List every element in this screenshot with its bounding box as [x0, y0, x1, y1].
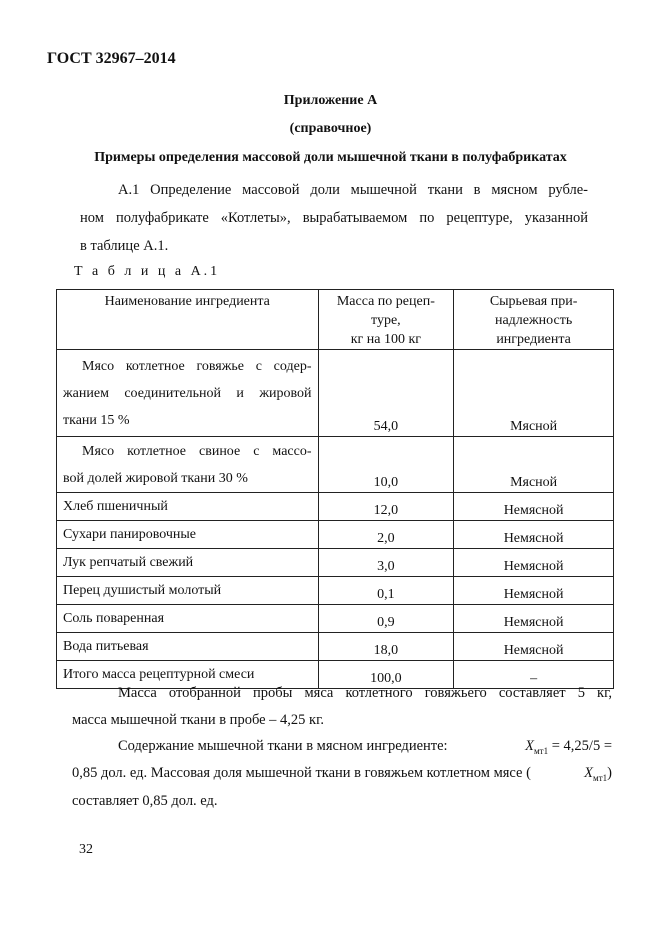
ingredient-name: Лук репчатый свежий: [57, 549, 319, 577]
ingredient-class: Немясной: [454, 549, 614, 577]
appendix-type: (справочное): [289, 121, 372, 136]
intro-line-2: ном полуфабрикате «Котлеты», вырабатываемом по рецептуре, указанной: [80, 210, 588, 226]
ingredient-class: Немясной: [454, 521, 614, 549]
ingredient-mass: 18,0: [318, 633, 454, 661]
table-row: [57, 549, 614, 577]
ingredient-mass: 0,9: [318, 605, 454, 633]
ingredient-class: –: [454, 661, 614, 689]
ingredient-name: Перец душистый молотый: [57, 577, 319, 605]
para3-line-3: составляет 0,85 дол. ед.: [72, 793, 218, 809]
ingredient-mass: 54,0: [318, 350, 454, 437]
ingredient-name: Итого масса рецептурной смеси: [57, 661, 319, 689]
ingredient-mass: 12,0: [318, 493, 454, 521]
intro-line-3: в таблице А.1.: [80, 238, 169, 254]
ingredient-class: Немясной: [454, 633, 614, 661]
ingredient-mass: 3,0: [318, 549, 454, 577]
appendix-heading: Примеры определения массовой доли мышечной ткани в полуфабрикатах: [94, 150, 567, 165]
table-row: [57, 633, 614, 661]
ingredient-mass: 0,1: [318, 577, 454, 605]
ingredient-name: Сухари панировочные: [57, 521, 319, 549]
intro-line-1: А.1 Определение массовой доли мышечной ткани в мясном рубле-: [118, 182, 588, 198]
table-row: [57, 605, 614, 633]
ingredient-class: Немясной: [454, 605, 614, 633]
para3-line-1: [118, 738, 612, 756]
table-row: [57, 437, 614, 493]
table-row: [57, 577, 614, 605]
document-code: ГОСТ 32967–2014: [47, 50, 176, 67]
page-number: 32: [79, 842, 93, 857]
table-caption: Т а б л и ц а А.1: [74, 264, 221, 279]
ingredient-name: Мясо котлетное свиное с массо- вой долей жировой ткани 30 %: [57, 437, 319, 493]
para2-line-1: Масса отобранной пробы мяса котлетного говяжьего составляет 5 кг,: [118, 685, 612, 701]
ingredient-mass: 100,0: [318, 661, 454, 689]
header-ingredient-name: Наименование ингредиента: [57, 290, 319, 350]
para2-line-2: масса мышечной ткани в пробе – 4,25 кг.: [72, 712, 325, 728]
ingredient-mass: 2,0: [318, 521, 454, 549]
header-classification: Сырьевая при- надлежность ингредиента: [454, 290, 614, 350]
header-mass: Масса по рецеп- туре, кг на 100 кг: [318, 290, 454, 350]
table-header-row: [57, 290, 614, 350]
ingredient-name: Вода питьевая: [57, 633, 319, 661]
ingredient-class: Немясной: [454, 493, 614, 521]
ingredient-class: Немясной: [454, 577, 614, 605]
table-row: [57, 493, 614, 521]
ingredient-name: Мясо котлетное говяжье с содер- жанием соединительной и жировой ткани 15 %: [57, 350, 319, 437]
para3-line-2: [72, 765, 612, 783]
para3-line-1-text: Содержание мышечной ткани в мясном ингредиенте:: [118, 738, 448, 754]
table-row: [57, 521, 614, 549]
formula: $X_{мт1} = 4,25/5$ =: [525, 738, 612, 756]
ingredients-table: [56, 289, 614, 689]
para3-line-2-text: 0,85 дол. ед. Массовая доля мышечной ткани в говяжьем котлетном мясе (: [72, 765, 531, 781]
ingredient-name: Соль поваренная: [57, 605, 319, 633]
ingredient-mass: 10,0: [318, 437, 454, 493]
appendix-title: Приложение А: [283, 93, 378, 108]
ingredient-name: Хлеб пшеничный: [57, 493, 319, 521]
ingredient-class: Мясной: [454, 350, 614, 437]
table-row: [57, 350, 614, 437]
ingredient-class: Мясной: [454, 437, 614, 493]
formula-var: $X_{мт1}$): [584, 765, 612, 783]
